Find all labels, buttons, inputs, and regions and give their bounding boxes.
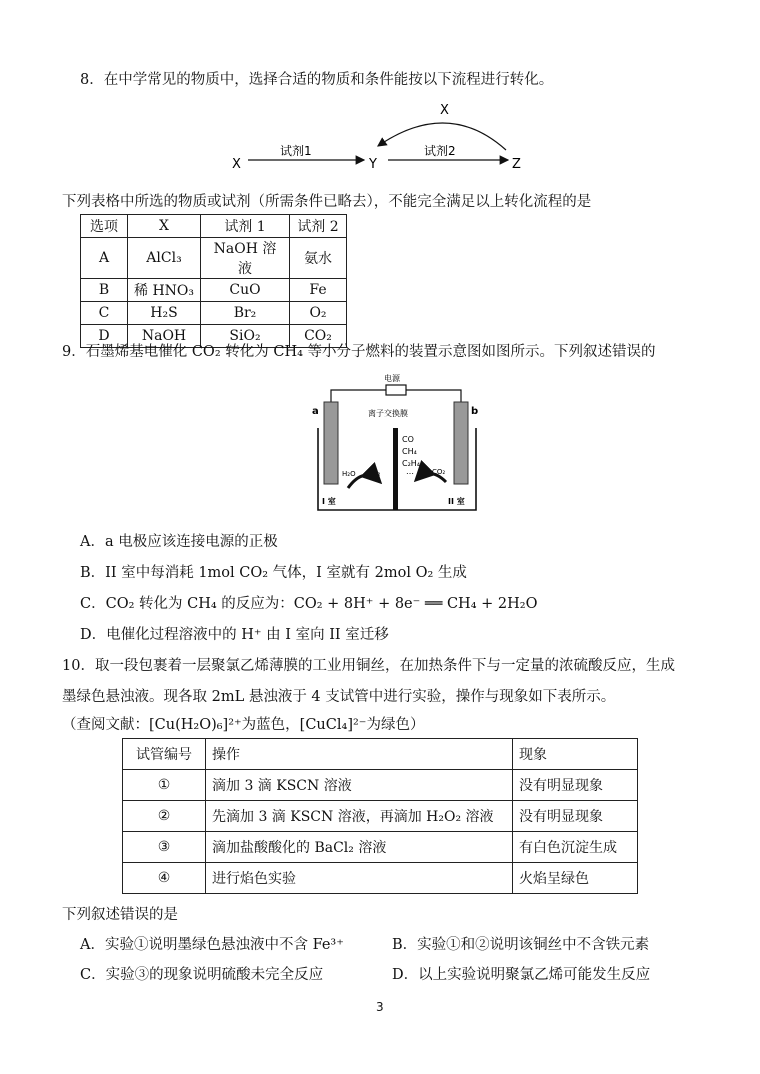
page-number: 3: [376, 1000, 384, 1014]
table-cell: H₂S: [128, 302, 201, 325]
room2-label: II 室: [448, 497, 465, 506]
table-cell: 先滴加 3 滴 KSCN 溶液，再滴加 H₂O₂ 溶液: [206, 801, 513, 832]
q10-reference: （查阅文献：[Cu(H₂O)₆]²⁺为蓝色，[CuCl₄]²⁻为绿色）: [62, 717, 425, 733]
electrode-a-label: a: [312, 406, 319, 417]
table-cell: Fe: [290, 279, 347, 302]
electrode-b-label: b: [471, 406, 479, 417]
ion-exchange-membrane: [393, 428, 398, 510]
membrane-label: 离子交换膜: [368, 409, 408, 418]
table-cell: NaOH 溶液: [201, 238, 290, 279]
room2-ch4: CH₄: [402, 447, 417, 456]
room1-label: I 室: [322, 497, 336, 506]
table-cell: SiO₂: [201, 325, 290, 348]
table-cell: ③: [123, 832, 206, 863]
table-cell: 进行焰色实验: [206, 863, 513, 894]
q10-header-operation: 操作: [206, 739, 513, 770]
table-cell: 没有明显现象: [513, 801, 638, 832]
power-source-icon: [386, 385, 406, 395]
table-row: [81, 279, 347, 302]
q8-table: [80, 214, 347, 348]
q10-option-b: B．实验①和②说明该铜丝中不含铁元素: [392, 937, 650, 953]
table-cell: 稀 HNO₃: [128, 279, 201, 302]
table-row: [123, 863, 638, 894]
q10-stem-line2: 墨绿色悬浊液。现各取 2mL 悬浊液于 4 支试管中进行实验，操作与现象如下表所示。: [62, 689, 616, 705]
table-cell: AlCl₃: [128, 238, 201, 279]
table-cell: 滴加 3 滴 KSCN 溶液: [206, 770, 513, 801]
room2-co2: CO₂: [432, 468, 446, 476]
q8-header-reagent1: 试剂 1: [201, 215, 290, 238]
q9-stem: 9．石墨烯基电催化 CO₂ 转化为 CH₄ 等小分子燃料的装置示意图如图所示。下列叙述错误的: [62, 344, 656, 360]
q10-option-d: D．以上实验说明聚氯乙烯可能发生反应: [392, 967, 651, 983]
table-cell: 没有明显现象: [513, 770, 638, 801]
flow-reagent-1: 试剂1: [280, 144, 312, 158]
electrode-b: [454, 402, 468, 484]
q10-stem-line1: 10．取一段包裹着一层聚氯乙烯薄膜的工业用铜丝，在加热条件下与一定量的浓硫酸反应，生成: [62, 658, 675, 674]
table-cell: A: [81, 238, 128, 279]
flow-x-top: X: [440, 103, 449, 118]
table-cell: ①: [123, 770, 206, 801]
table-row: [123, 832, 638, 863]
table-cell: 滴加盐酸酸化的 BaCl₂ 溶液: [206, 832, 513, 863]
q10-prompt: 下列叙述错误的是: [62, 907, 178, 923]
q8-header-option: 选项: [81, 215, 128, 238]
room2-dots: …: [406, 467, 414, 476]
q10-option-c: C．实验③的现象说明硫酸未完全反应: [80, 967, 324, 983]
table-cell: C: [81, 302, 128, 325]
table-row: [123, 770, 638, 801]
q10-header-phenomenon: 现象: [513, 739, 638, 770]
table-cell: ②: [123, 801, 206, 832]
q10-table: [122, 738, 638, 894]
flow-y: Y: [369, 157, 377, 172]
table-cell: O₂: [290, 302, 347, 325]
table-row: [123, 801, 638, 832]
electrode-a: [324, 402, 338, 484]
room2-c2h4: C₂H₄: [402, 459, 421, 468]
q9-electrolysis-diagram: [306, 370, 488, 516]
table-cell: 火焰呈绿色: [513, 863, 638, 894]
flow-x-left: X: [232, 157, 241, 172]
q9-option-a: A．a 电极应该连接电源的正极: [80, 534, 278, 550]
q9-option-d: D．电催化过程溶液中的 H⁺ 由 I 室向 II 室迁移: [80, 627, 389, 643]
q8-header-reagent2: 试剂 2: [290, 215, 347, 238]
table-cell: NaOH: [128, 325, 201, 348]
q9-option-c: C．CO₂ 转化为 CH₄ 的反应为：CO₂ + 8H⁺ + 8e⁻ ══ CH₄ + 2H₂O: [80, 596, 538, 612]
power-label: 电源: [384, 374, 400, 383]
table-cell: 氨水: [290, 238, 347, 279]
room1-o2: O₂: [372, 470, 381, 478]
q8-stem: 8．在中学常见的物质中，选择合适的物质和条件能按以下流程进行转化。: [80, 72, 554, 88]
table-cell: ④: [123, 863, 206, 894]
flow-reagent-2: 试剂2: [424, 144, 456, 158]
room2-co: CO: [402, 435, 414, 444]
table-row: [81, 238, 347, 279]
table-cell: CuO: [201, 279, 290, 302]
table-row: [81, 302, 347, 325]
q9-option-b: B．II 室中每消耗 1mol CO₂ 气体，I 室就有 2mol O₂ 生成: [80, 565, 467, 581]
q8-table-intro: 下列表格中所选的物质或试剂（所需条件已略去），不能完全满足以上转化流程的是: [62, 194, 592, 210]
table-cell: Br₂: [201, 302, 290, 325]
q10-header-tube: 试管编号: [123, 739, 206, 770]
table-cell: CO₂: [290, 325, 347, 348]
table-cell: D: [81, 325, 128, 348]
q8-header-x: X: [128, 215, 201, 238]
room1-h2o: H₂O: [342, 470, 356, 478]
table-cell: 有白色沉淀生成: [513, 832, 638, 863]
flow-z: Z: [512, 157, 521, 172]
table-cell: B: [81, 279, 128, 302]
q10-option-a: A．实验①说明墨绿色悬浊液中不含 Fe³⁺: [80, 937, 344, 953]
q8-flow-diagram: [228, 100, 528, 175]
